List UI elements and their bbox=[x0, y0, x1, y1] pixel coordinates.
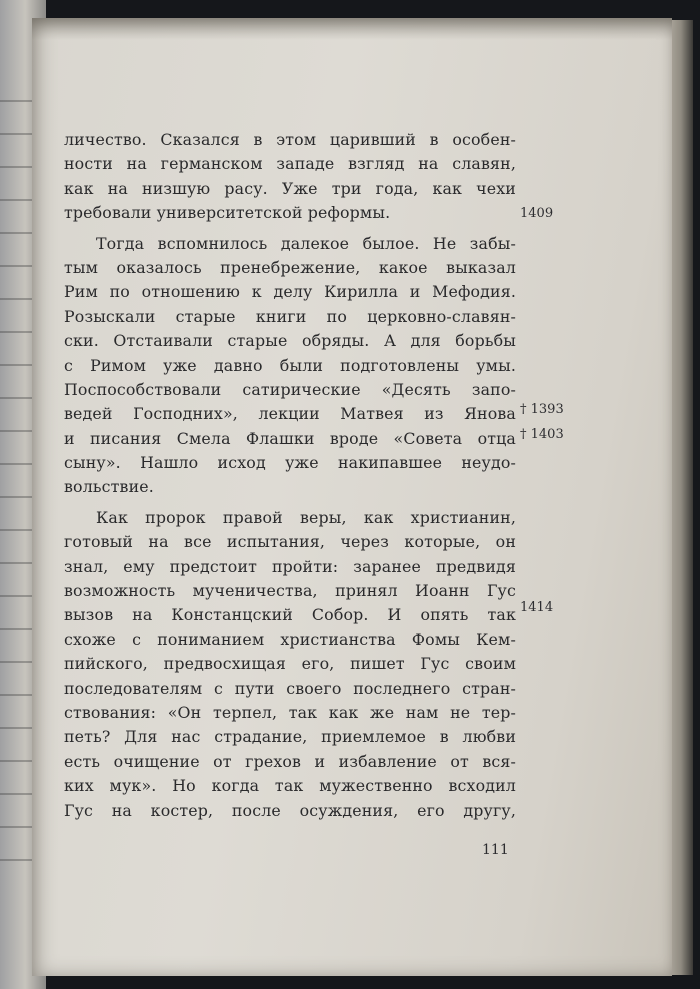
text-line: Розыскали старые книги по церковно-славян- bbox=[64, 306, 516, 326]
page-top-shadow bbox=[32, 18, 672, 40]
text-line: возможность мученичества, принял Иоанн Гус bbox=[64, 581, 516, 601]
text-line: схоже с пониманием христианства Фомы Кем- bbox=[64, 629, 516, 649]
text-line: последователям с пути своего последнего стран- bbox=[64, 678, 516, 698]
text-line: ведей Господних», лекции Матвея из Янова bbox=[64, 404, 516, 424]
text-line: и писания Смела Флашки вроде «Совета отца bbox=[64, 428, 516, 448]
margin-note-year: 1409 bbox=[520, 206, 554, 221]
text-line: пийского, предвосхищая его, пишет Гус своим bbox=[64, 654, 516, 674]
text-line: вольствие. bbox=[64, 477, 154, 497]
text-line: Поспособствовали сатирические «Десять запо- bbox=[64, 379, 516, 399]
text-line: тым оказалось пренебрежение, какое выказал bbox=[64, 257, 516, 277]
page-number: 111 bbox=[482, 842, 509, 858]
text-line: Тогда вспомнилось далекое былое. Не забы- bbox=[96, 233, 516, 253]
text-line: Рим по отношению к делу Кирилла и Мефодия. bbox=[64, 282, 516, 302]
text-line: требовали университетской реформы. bbox=[64, 203, 391, 223]
text-line: готовый на все испытания, через которые, он bbox=[64, 532, 516, 552]
text-line: личество. Сказался в этом царивший в особен- bbox=[64, 130, 516, 149]
text-line: есть очищение от грехов и избавление от вся- bbox=[64, 751, 516, 771]
margin-note-year: † 1393 bbox=[520, 402, 564, 417]
text-line: с Римом уже давно были подготовлены умы. bbox=[64, 355, 516, 375]
text-line: петь? Для нас страдание, приемлемое в любви bbox=[64, 727, 516, 747]
margin-note-year: † 1403 bbox=[520, 427, 564, 442]
text-line: вызов на Констанцский Собор. И опять так bbox=[64, 605, 516, 625]
text-line: ски. Отстаивали старые обряды. А для борьбы bbox=[64, 331, 516, 351]
page-body-text bbox=[64, 128, 516, 823]
text-line: ности на германском западе взгляд на славян, bbox=[64, 154, 516, 174]
text-line: сыну». Нашло исход уже накипавшее неудо- bbox=[64, 453, 516, 473]
text-line: ких мук». Но когда так мужественно всходил bbox=[64, 776, 516, 796]
margin-note-year: 1414 bbox=[520, 600, 554, 615]
text-line: знал, ему предстоит пройти: заранее предвидя bbox=[64, 556, 516, 576]
text-line: Как пророк правой веры, как христианин, bbox=[96, 507, 516, 527]
text-line: Гус на костер, после осуждения, его другу, bbox=[64, 800, 516, 820]
text-line: как на низшую расу. Уже три года, как чехи bbox=[64, 178, 516, 198]
text-line: ствования: «Он терпел, так как же нам не тер- bbox=[64, 702, 516, 722]
